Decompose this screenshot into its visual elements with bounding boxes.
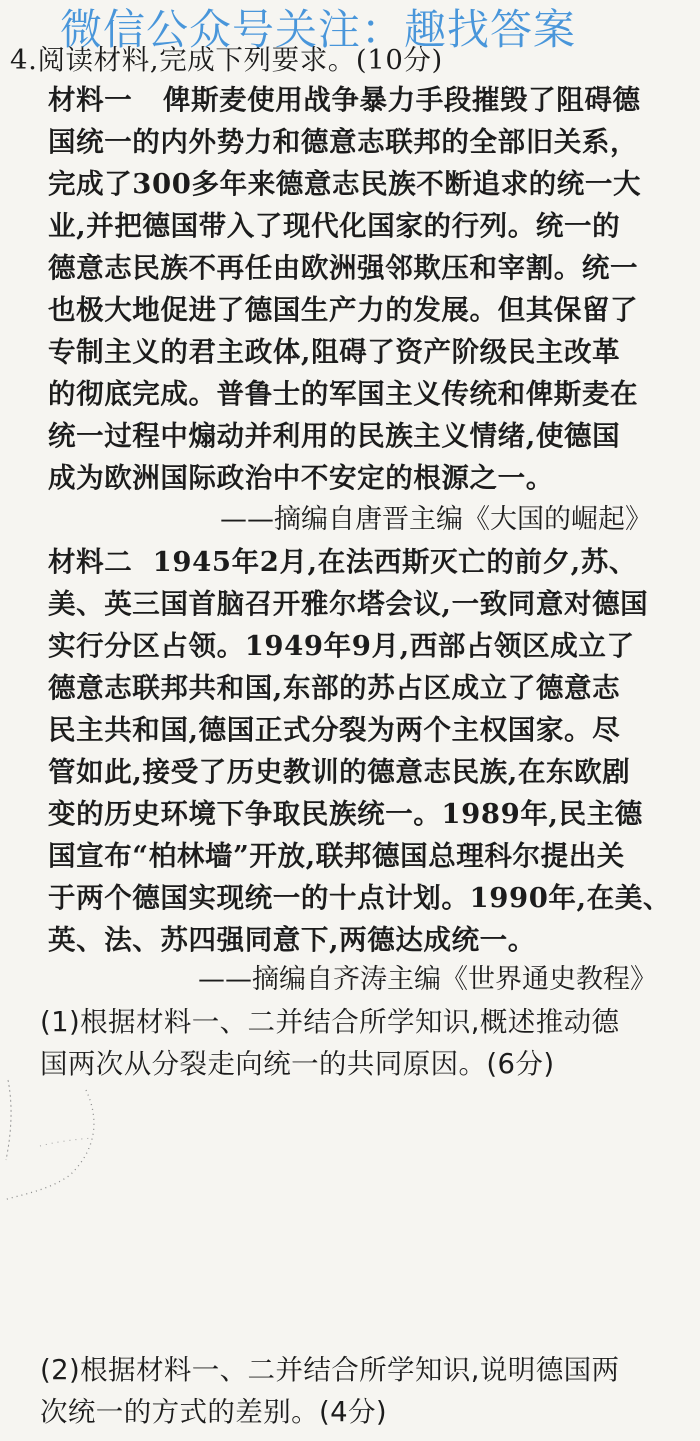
material2-line: 英、法、苏四强同意下,两德达成统一。	[48, 924, 536, 956]
sub-question-2: (2)根据材料一、二并结合所学知识,说明德国两	[40, 1354, 620, 1386]
material2-line: 实行分区占领。1949年9月,西部占领区成立了	[48, 630, 635, 662]
question-instruction: 阅读材料,完成下列要求。(10分)	[37, 44, 443, 76]
material1-line	[48, 80, 641, 120]
material2-label: 材料二	[48, 546, 133, 578]
material2-source: ——摘编自齐涛主编《世界通史教程》	[198, 964, 657, 995]
material2-line: 国宣布“柏林墙”开放,联邦德国总理科尔提出关	[48, 840, 625, 872]
material2-line: 于两个德国实现统一的十点计划。1990年,在美、	[48, 882, 672, 914]
material2-line: 变的历史环境下争取民族统一。1989年,民主德	[48, 798, 643, 830]
material2-line: 美、英三国首脑召开雅尔塔会议,一致同意对德国	[48, 588, 649, 620]
material2-line: 民主共和国,德国正式分裂为两个主权国家。尽	[48, 714, 621, 746]
material1-line: 成为欧洲国际政治中不安定的根源之一。	[48, 462, 554, 494]
material2-line	[48, 542, 637, 582]
material1-line: 也极大地促进了德国生产力的发展。但其保留了	[48, 294, 639, 326]
material2-text: 1945年2月,在法西斯灭亡的前夕,苏、	[152, 546, 637, 578]
material1-line: 完成了300多年来德意志民族不断追求的统一大	[48, 168, 642, 200]
material1-line: 专制主义的君主政体,阻碍了资产阶级民主改革	[48, 336, 621, 368]
question-number: 4.	[10, 44, 38, 76]
material1-line: 国统一的内外势力和德意志联邦的全部旧关系，	[48, 126, 639, 158]
material1-line: 的彻底完成。普鲁士的军国主义传统和俾斯麦在	[48, 378, 639, 410]
sub-question-1: (1)根据材料一、二并结合所学知识,概述推动德	[40, 1006, 620, 1038]
sub-question-1: 国两次从分裂走向统一的共同原因。(6分)	[40, 1048, 555, 1080]
sub-question-2: 次统一的方式的差别。(4分)	[40, 1396, 388, 1428]
material2-line: 管如此,接受了历史教训的德意志民族,在东欧剧	[48, 756, 631, 788]
watermark-text: 微信公众号关注：趣找答案	[60, 5, 577, 54]
material1-line: 德意志民族不再任由欧洲强邻欺压和宰割。统一	[48, 252, 639, 284]
material1-source: ——摘编自唐晋主编《大国的崛起》	[220, 504, 652, 535]
material2-line: 德意志联邦共和国,东部的苏占区成立了德意志	[48, 672, 621, 704]
material1-line: 业,并把德国带入了现代化国家的行列。统一的	[48, 210, 621, 242]
material1-label: 材料一	[48, 84, 133, 116]
pencil-marks	[0, 1050, 120, 1210]
material1-line: 统一过程中煽动并利用的民族主义情绪,使德国	[48, 420, 621, 452]
material1-text: 俾斯麦使用战争暴力手段摧毁了阻碍德	[162, 84, 641, 116]
